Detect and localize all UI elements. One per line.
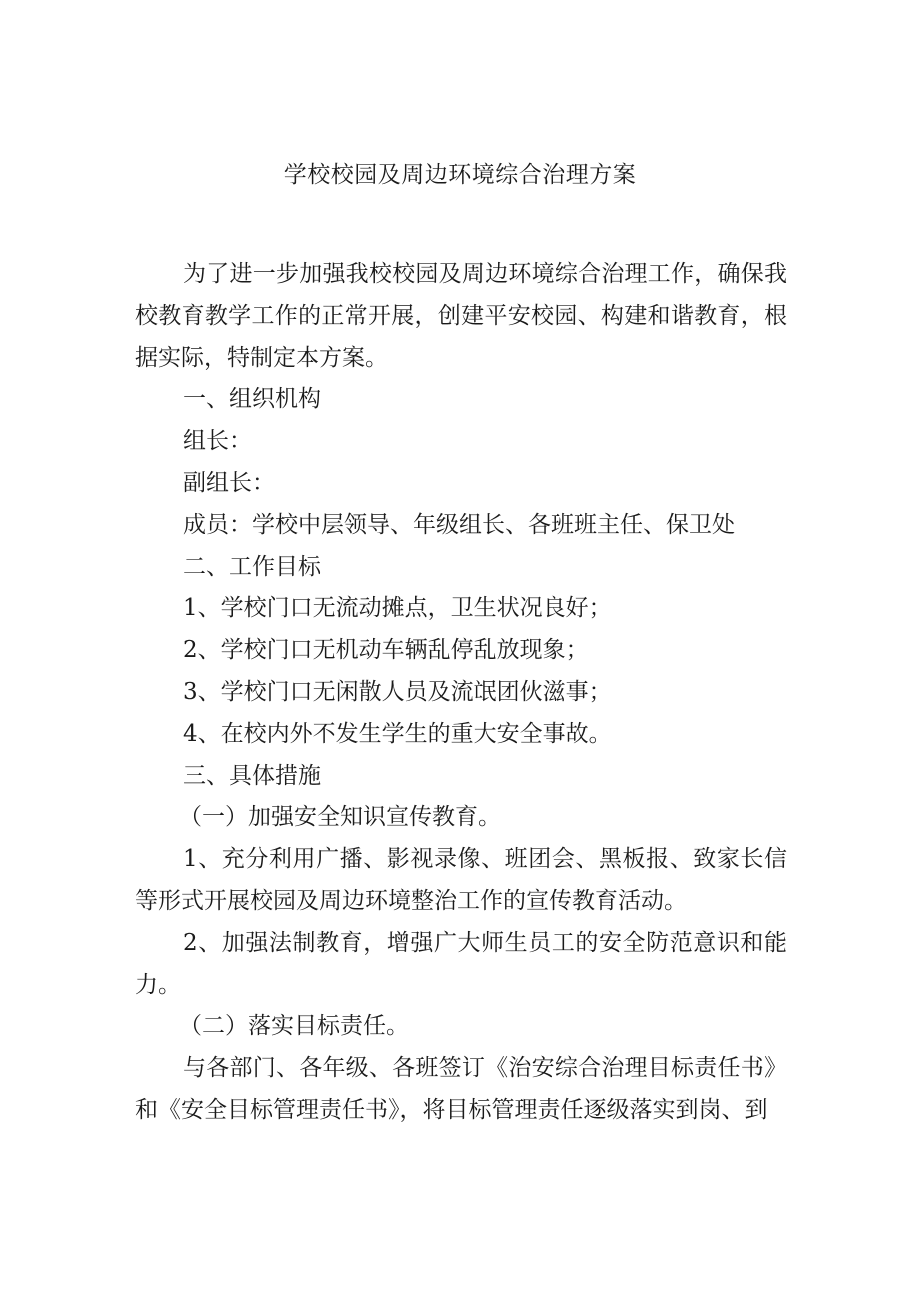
deputy-leader-line: 副组长： — [183, 469, 275, 496]
goal-item: 2、学校门口无机动车辆乱停乱放现象； — [183, 637, 589, 664]
goal-item: 1、学校门口无流动摊点，卫生状况良好； — [183, 595, 612, 622]
responsibility-paragraph: 与各部门、各年级、各班签订《治安综合治理目标责任书》和《安全目标管理责任书》，将目标管理责任逐级落实到岗、到 — [135, 1055, 787, 1123]
measure-item: 2、加强法制教育，增强广大师生员工的安全防范意识和能力。 — [135, 929, 787, 998]
document-title: 学校校园及周边环境综合治理方案 — [283, 162, 637, 188]
section-heading-measures: 三、具体措施 — [183, 762, 321, 789]
section-heading-goals: 二、工作目标 — [183, 553, 321, 580]
document-body — [135, 254, 787, 1132]
leader-line: 组长： — [183, 428, 252, 455]
goal-item: 3、学校门口无闲散人员及流氓团伙滋事； — [183, 678, 612, 705]
goal-item: 4、在校内外不发生学生的重大安全事故。 — [183, 720, 612, 747]
section-heading-organization: 一、组织机构 — [183, 386, 321, 413]
measure-item: 1、充分利用广播、影视录像、班团会、黑板报、致家长信等形式开展校园及周边环境整治工作的宣传教育活动。 — [135, 846, 787, 914]
intro-paragraph: 为了进一步加强我校校园及周边环境综合治理工作，确保我校教育教学工作的正常开展，创建平安校园、构建和谐教育，根据实际，特制定本方案。 — [135, 261, 787, 371]
subsection-heading-safety-education: （一）加强安全知识宣传教育。 — [179, 804, 501, 831]
members-line: 成员：学校中层领导、年级组长、各班班主任、保卫处 — [183, 511, 735, 538]
subsection-heading-responsibility: （二）落实目标责任。 — [179, 1013, 409, 1040]
